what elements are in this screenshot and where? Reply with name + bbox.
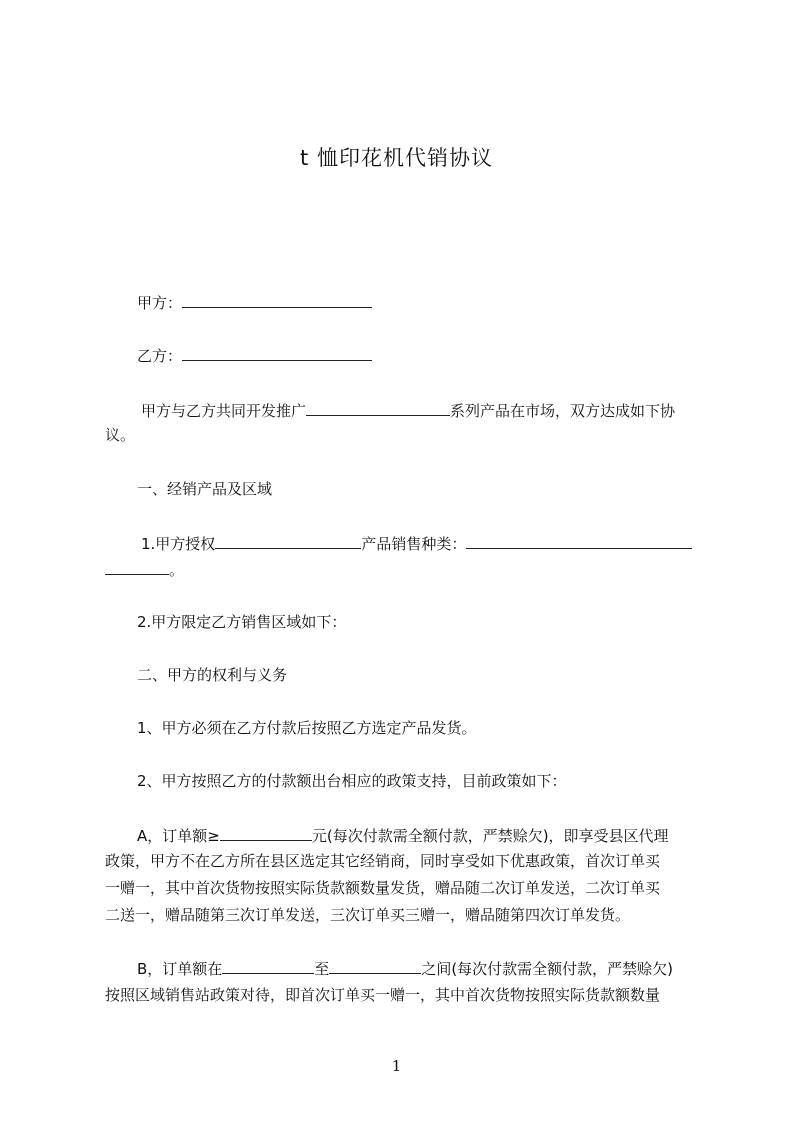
- party-a-label: 甲方：: [137, 294, 183, 312]
- item-2-1: 1、甲方必须在乙方付款后按照乙方选定产品发货。: [137, 719, 477, 737]
- intro-text-1: 甲方与乙方共同开发推广: [141, 402, 307, 420]
- item-2-2: 2、甲方按照乙方的付款额出台相应的政策支持，目前政策如下：: [137, 772, 567, 790]
- item-1-1-line-2: [105, 559, 184, 580]
- party-a-line: [137, 292, 372, 313]
- intro-text-3: 议。: [105, 426, 136, 444]
- party-b-blank[interactable]: [182, 345, 372, 361]
- clause-a-line-4: 二送一，赠品随第三次订单发送，三次订单买三赠一，赠品随第四次订单发货。: [105, 906, 631, 924]
- clause-a-line-1: [137, 825, 669, 846]
- clause-a-line-2: 政策，甲方不在乙方所在县区选定其它经销商，同时享受如下优惠政策，首次订单买: [105, 852, 661, 870]
- item-1-1-text-1: 1.甲方授权: [141, 535, 216, 553]
- intro-text-2: 系列产品在市场，双方达成如下协: [450, 402, 676, 420]
- clause-b-line-2: 按照区域销售站政策对待，即首次订单买一赠一，其中首次货物按照实际货款额数量: [105, 986, 661, 1004]
- product-category-blank-continued[interactable]: [105, 559, 169, 575]
- order-amount-blank[interactable]: [220, 825, 312, 841]
- party-a-blank[interactable]: [182, 292, 372, 308]
- section-1-heading: 一、经销产品及区域: [137, 480, 273, 498]
- clause-b-text-1: B，订单额在: [137, 960, 223, 978]
- clause-a-line-3: 一赠一，其中首次货物按照实际货款额数量发货，赠品随二次订单发送，二次订单买: [105, 879, 661, 897]
- item-1-1-line-1: [141, 533, 692, 554]
- party-b-label: 乙方：: [137, 347, 183, 365]
- clause-b-text-2: 至: [314, 960, 330, 978]
- clause-b-text-3: 之间(每次付款需全额付款，严禁赊欠): [421, 960, 674, 978]
- document-title: t 恤印花机代销协议: [300, 146, 493, 170]
- order-min-blank[interactable]: [222, 958, 314, 974]
- clause-b-line-1: [137, 958, 673, 979]
- clause-a-text-2: 元(每次付款需全额付款，严禁赊欠)，即享受县区代理: [311, 827, 669, 845]
- item-1-1-text-3: 。: [169, 561, 185, 579]
- product-category-blank[interactable]: [466, 533, 692, 549]
- product-series-blank[interactable]: [306, 400, 450, 416]
- order-max-blank[interactable]: [329, 958, 421, 974]
- authorization-blank[interactable]: [215, 533, 361, 549]
- item-1-1-text-2: 产品销售种类：: [361, 535, 467, 553]
- clause-a-text-1: A，订单额≥: [137, 827, 220, 845]
- page-number: 1: [391, 1057, 402, 1075]
- section-2-heading: 二、甲方的权利与义务: [137, 666, 288, 684]
- item-1-2: 2.甲方限定乙方销售区域如下：: [137, 613, 347, 631]
- party-b-line: [137, 345, 372, 366]
- intro-line-1: [141, 400, 675, 421]
